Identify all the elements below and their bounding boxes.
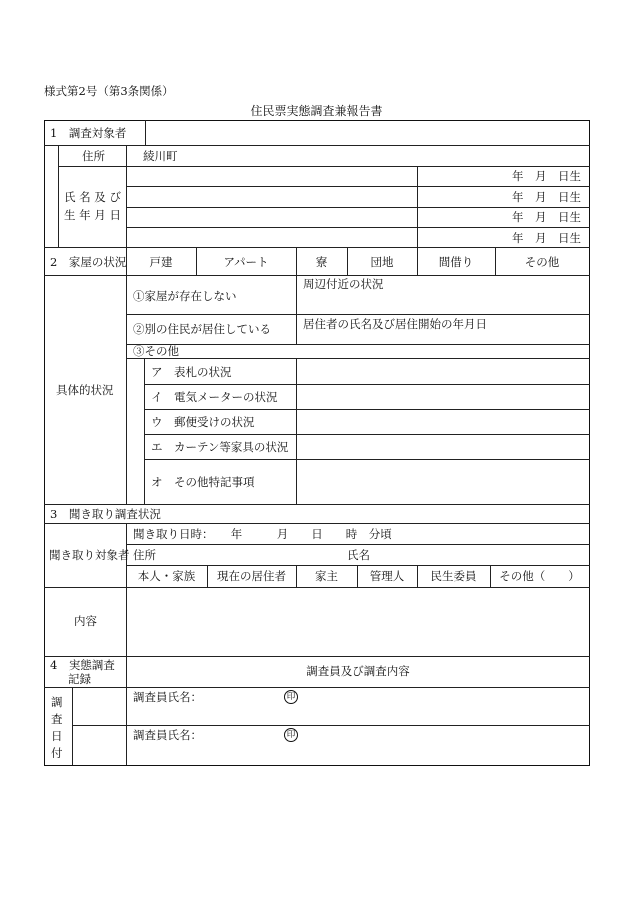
s3-heading: 3 聞き取り調査状況 xyxy=(50,507,161,521)
s2-opt3-bottom xyxy=(126,358,590,359)
s2-bottom xyxy=(44,504,590,505)
relation-option[interactable]: 本人・家族 xyxy=(137,569,196,583)
s2-sub-e: エ カーテン等家具の状況 xyxy=(151,440,289,454)
s3-dt-bottom xyxy=(126,544,590,545)
s4-row1-bottom xyxy=(72,725,590,726)
s3-rel-bottom xyxy=(44,587,590,588)
s1-birth-1[interactable]: 年 月 日生 xyxy=(512,169,581,183)
s1-address-label: 住所 xyxy=(82,149,105,163)
s3-bottom xyxy=(44,656,590,657)
s1-birth-2[interactable]: 年 月 日生 xyxy=(512,190,581,204)
form-title: 住民票実態調査兼報告書 xyxy=(250,104,383,118)
s3-datetime[interactable]: 聞き取り日時： 年 月 日 時 分頃 xyxy=(133,527,392,541)
s3-name-label: 氏名 xyxy=(347,548,370,562)
s2-option-1-note: 周辺付近の状況 xyxy=(303,277,384,291)
s4-column-header: 調査員及び調査内容 xyxy=(306,664,410,678)
s2-opt2-bottom xyxy=(126,344,590,345)
s2-option-2[interactable]: ②別の住民が居住している xyxy=(133,322,271,336)
s2-sub-a-bottom xyxy=(144,384,590,385)
s1-addr-bottom xyxy=(58,166,590,167)
s2-opt1-bottom xyxy=(126,314,590,315)
seal-mark-2: 印 xyxy=(284,728,298,742)
s2-sub-i: イ 電気メーターの状況 xyxy=(151,390,278,404)
frame-top xyxy=(44,120,590,121)
relation-option[interactable]: 民生委員 xyxy=(430,569,477,583)
s1-row1-bottom xyxy=(126,186,590,187)
s3-target-label: 聞き取り対象者 xyxy=(49,548,130,562)
s4-heading-1: 4 実態調査 xyxy=(50,658,115,672)
s1-row3-bottom xyxy=(126,227,590,228)
s3-addr-bottom xyxy=(126,565,590,566)
relation-option[interactable]: 現在の居住者 xyxy=(217,569,286,583)
house-type-option[interactable]: 寮 xyxy=(315,255,328,269)
s1-row2-bottom xyxy=(126,207,590,208)
s2-note-col xyxy=(296,275,297,345)
s4-heading-2: 記録 xyxy=(68,672,91,686)
s1-name-label-1: 氏 名 及 び xyxy=(64,190,121,204)
s1-address-value[interactable]: 綾川町 xyxy=(143,149,178,163)
house-type-option[interactable]: その他 xyxy=(524,255,560,269)
s2-sub-a: ア 表札の状況 xyxy=(151,365,232,379)
s1-birth-4[interactable]: 年 月 日生 xyxy=(512,231,581,245)
s2-sub-col xyxy=(296,358,297,504)
relation-option[interactable]: 管理人 xyxy=(369,569,405,583)
seal-mark-1: 印 xyxy=(284,690,298,704)
relation-option[interactable]: 家主 xyxy=(315,569,338,583)
s1-birth-3[interactable]: 年 月 日生 xyxy=(512,210,581,224)
s2-sub-i-bottom xyxy=(144,409,590,410)
s2-detail-col xyxy=(126,275,127,504)
s3-address-label: 住所 xyxy=(133,548,156,562)
frame-left xyxy=(44,120,45,766)
s2-heading: 2 家屋の状況 xyxy=(50,255,127,269)
s2-sub-indent xyxy=(144,358,145,504)
s1-indent-line xyxy=(58,145,59,247)
s4-heading-bottom xyxy=(44,687,590,688)
frame-bottom xyxy=(44,765,590,766)
s1-label-col xyxy=(126,145,127,247)
house-type-option[interactable]: 団地 xyxy=(370,255,394,269)
s1-heading-divider xyxy=(145,120,146,145)
s2-option-1[interactable]: ①家屋が存在しない xyxy=(133,289,237,303)
s1-birth-col xyxy=(417,166,418,247)
s2-detail-label: 具体的状況 xyxy=(56,383,114,397)
relation-option[interactable]: その他（ ） xyxy=(499,569,580,583)
s4-date-label: 調 査 日 付 xyxy=(51,695,63,760)
s2-option-3[interactable]: ③その他 xyxy=(133,344,179,358)
s4-indent-line xyxy=(72,687,73,765)
inspector-name-label-2: 調査員氏名： xyxy=(133,728,202,742)
inspector-name-label-1: 調査員氏名： xyxy=(133,690,202,704)
s2-sub-o: オ その他特記事項 xyxy=(151,475,255,489)
s2-sub-e-bottom xyxy=(144,459,590,460)
s2-sub-u-bottom xyxy=(144,434,590,435)
house-type-option[interactable]: 戸建 xyxy=(149,255,173,269)
s1-heading: 1 調査対象者 xyxy=(50,126,127,140)
s2-option-2-note: 居住者の氏名及び居住開始の年月日 xyxy=(303,317,487,331)
house-type-option[interactable]: 間借り xyxy=(438,255,474,269)
s1-name-label-2: 生 年 月 日 xyxy=(64,208,121,222)
house-type-option[interactable]: アパート xyxy=(223,255,269,269)
s2-sub-u: ウ 郵便受けの状況 xyxy=(151,415,255,429)
s3-content-label: 内容 xyxy=(74,614,97,628)
form-number: 様式第2号（第3条関係） xyxy=(44,84,174,98)
